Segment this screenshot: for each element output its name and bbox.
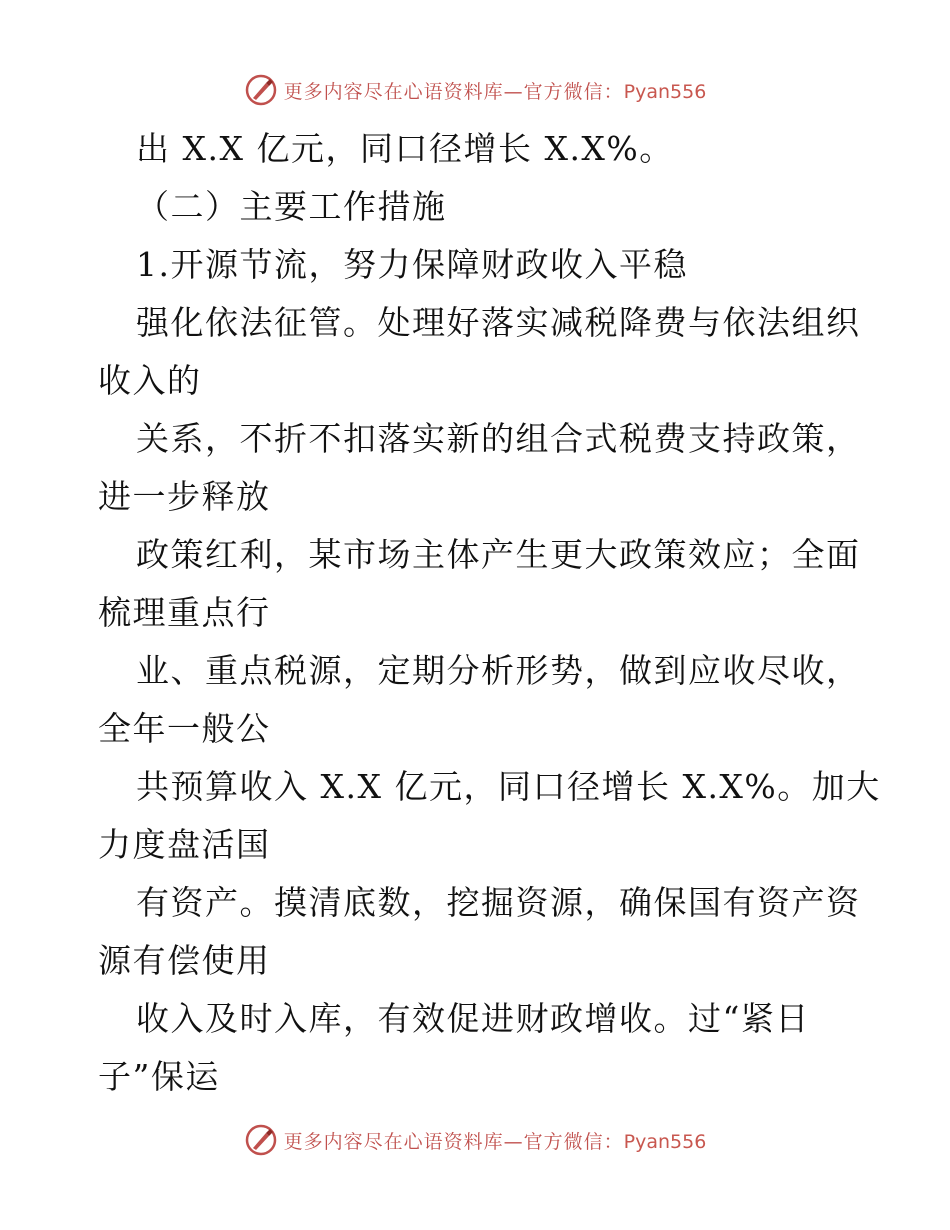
paragraph-line: 有资产。摸清底数，挖掘资源，确保国有资产资 xyxy=(136,883,861,922)
subsection-heading: 1.开源节流，努力保障财政收入平稳 xyxy=(136,245,688,284)
paragraph-line: 共预算收入 X.X 亿元，同口径增长 X.X%。加大 xyxy=(136,767,881,806)
paragraph-line: 政策红利，某市场主体产生更大政策效应；全面 xyxy=(136,535,861,574)
watermark-header xyxy=(0,70,950,110)
paragraph-line: 业、重点税源，定期分析形势，做到应收尽收， xyxy=(136,651,861,690)
pen-circle-logo-icon xyxy=(244,1123,278,1157)
paragraph-line: 源有偿使用 xyxy=(98,941,271,980)
pen-circle-logo-icon xyxy=(244,73,278,107)
watermark-text: 更多内容尽在心语资料库—官方微信：Pyan556 xyxy=(283,80,707,103)
paragraph-line: 子”保运 xyxy=(98,1057,220,1096)
paragraph-line: 收入及时入库，有效促进财政增收。过“紧日 xyxy=(136,999,810,1038)
paragraph-line: 梳理重点行 xyxy=(98,593,271,632)
paragraph-line: 力度盘活国 xyxy=(98,825,271,864)
paragraph-line: 强化依法征管。处理好落实减税降费与依法组织 xyxy=(136,303,861,342)
paragraph-line: 进一步释放 xyxy=(98,477,271,516)
paragraph-line: 出 X.X 亿元，同口径增长 X.X%。 xyxy=(136,129,674,168)
watermark-footer xyxy=(0,1120,950,1160)
paragraph-line: 全年一般公 xyxy=(98,709,271,748)
paragraph-line: 关系，不折不扣落实新的组合式税费支持政策， xyxy=(136,419,861,458)
section-heading: （二）主要工作措施 xyxy=(136,187,447,226)
watermark-text: 更多内容尽在心语资料库—官方微信：Pyan556 xyxy=(283,1130,707,1153)
document-body xyxy=(98,120,881,1106)
paragraph-line: 收入的 xyxy=(98,361,202,400)
